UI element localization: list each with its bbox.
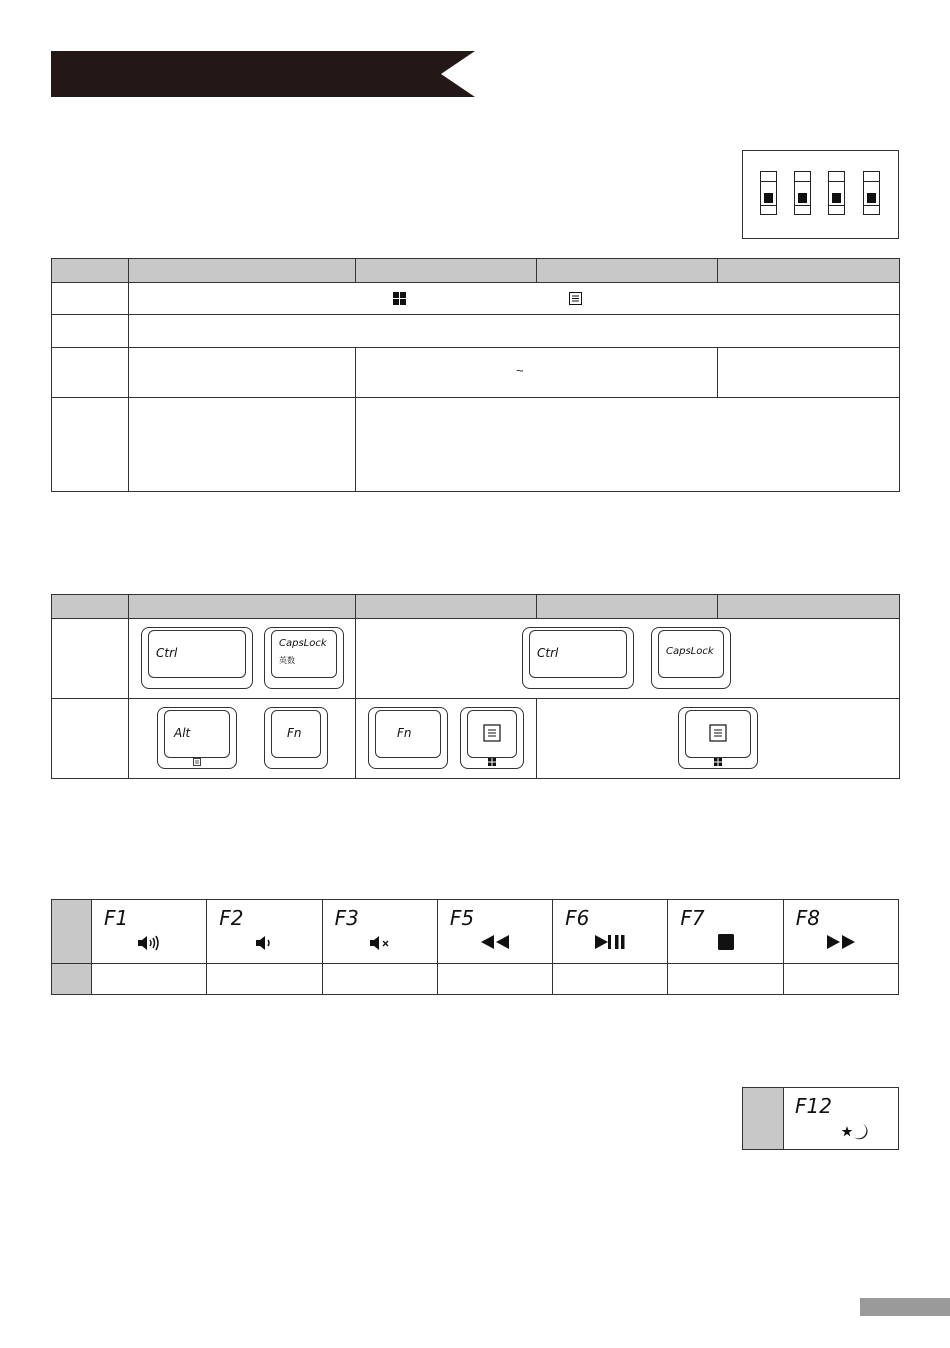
table-row <box>52 699 900 779</box>
menu-icon <box>709 724 727 742</box>
stop-icon <box>718 934 734 950</box>
windows-icon <box>714 758 722 766</box>
mute-icon <box>369 934 391 952</box>
ctrl-key: Ctrl <box>141 627 253 689</box>
table-row <box>52 964 899 995</box>
fn-key: Fn <box>368 707 448 769</box>
volume-up-icon <box>137 934 161 952</box>
tilde-glyph: ~ <box>516 363 524 378</box>
fkey-cell-f8: F8 <box>783 900 898 964</box>
windows-icon <box>488 758 496 766</box>
dip-switch-panel <box>742 150 899 239</box>
menu-icon <box>483 724 501 742</box>
alt-key: Alt <box>157 707 237 769</box>
fkey-cell-f2: F2 <box>207 900 322 964</box>
table-row <box>52 398 900 492</box>
star-moon-icon <box>841 1122 871 1142</box>
capslock-key: CapsLock 英数 <box>264 627 344 689</box>
menu-key <box>678 707 758 769</box>
table-row <box>52 619 900 699</box>
ctrl-key: Ctrl <box>522 627 634 689</box>
function-key-table <box>51 899 899 995</box>
dip-switch-1 <box>760 171 777 215</box>
section-title-ribbon <box>51 51 475 97</box>
play-pause-icon <box>594 934 626 950</box>
fkey-cell-f5: F5 <box>437 900 552 964</box>
volume-down-icon <box>255 934 273 952</box>
table-row <box>52 283 900 315</box>
switch-settings-table <box>51 258 900 492</box>
fkey-cell-f3: F3 <box>322 900 437 964</box>
menu-icon <box>569 292 582 305</box>
table-row <box>52 348 900 398</box>
dip-switch-4 <box>863 171 880 215</box>
table-row <box>52 900 899 964</box>
next-track-icon <box>826 934 856 950</box>
previous-track-icon <box>480 934 510 950</box>
capslock-key: CapsLock <box>651 627 731 689</box>
dip-switch-2 <box>794 171 811 215</box>
dip-switch-3 <box>828 171 845 215</box>
fkey-cell-f12: F12 <box>742 1087 899 1150</box>
fkey-cell-f6: F6 <box>553 900 668 964</box>
table-row <box>52 315 900 348</box>
table-header-row <box>52 259 900 283</box>
table-header-row <box>52 595 900 619</box>
windows-icon <box>393 292 406 305</box>
menu-key <box>460 707 524 769</box>
page-number-tab <box>860 1298 950 1316</box>
key-remap-table <box>51 594 900 779</box>
fn-key: Fn <box>264 707 328 769</box>
fkey-cell-f7: F7 <box>668 900 783 964</box>
fkey-cell-f1: F1 <box>92 900 207 964</box>
menu-icon <box>193 758 201 766</box>
